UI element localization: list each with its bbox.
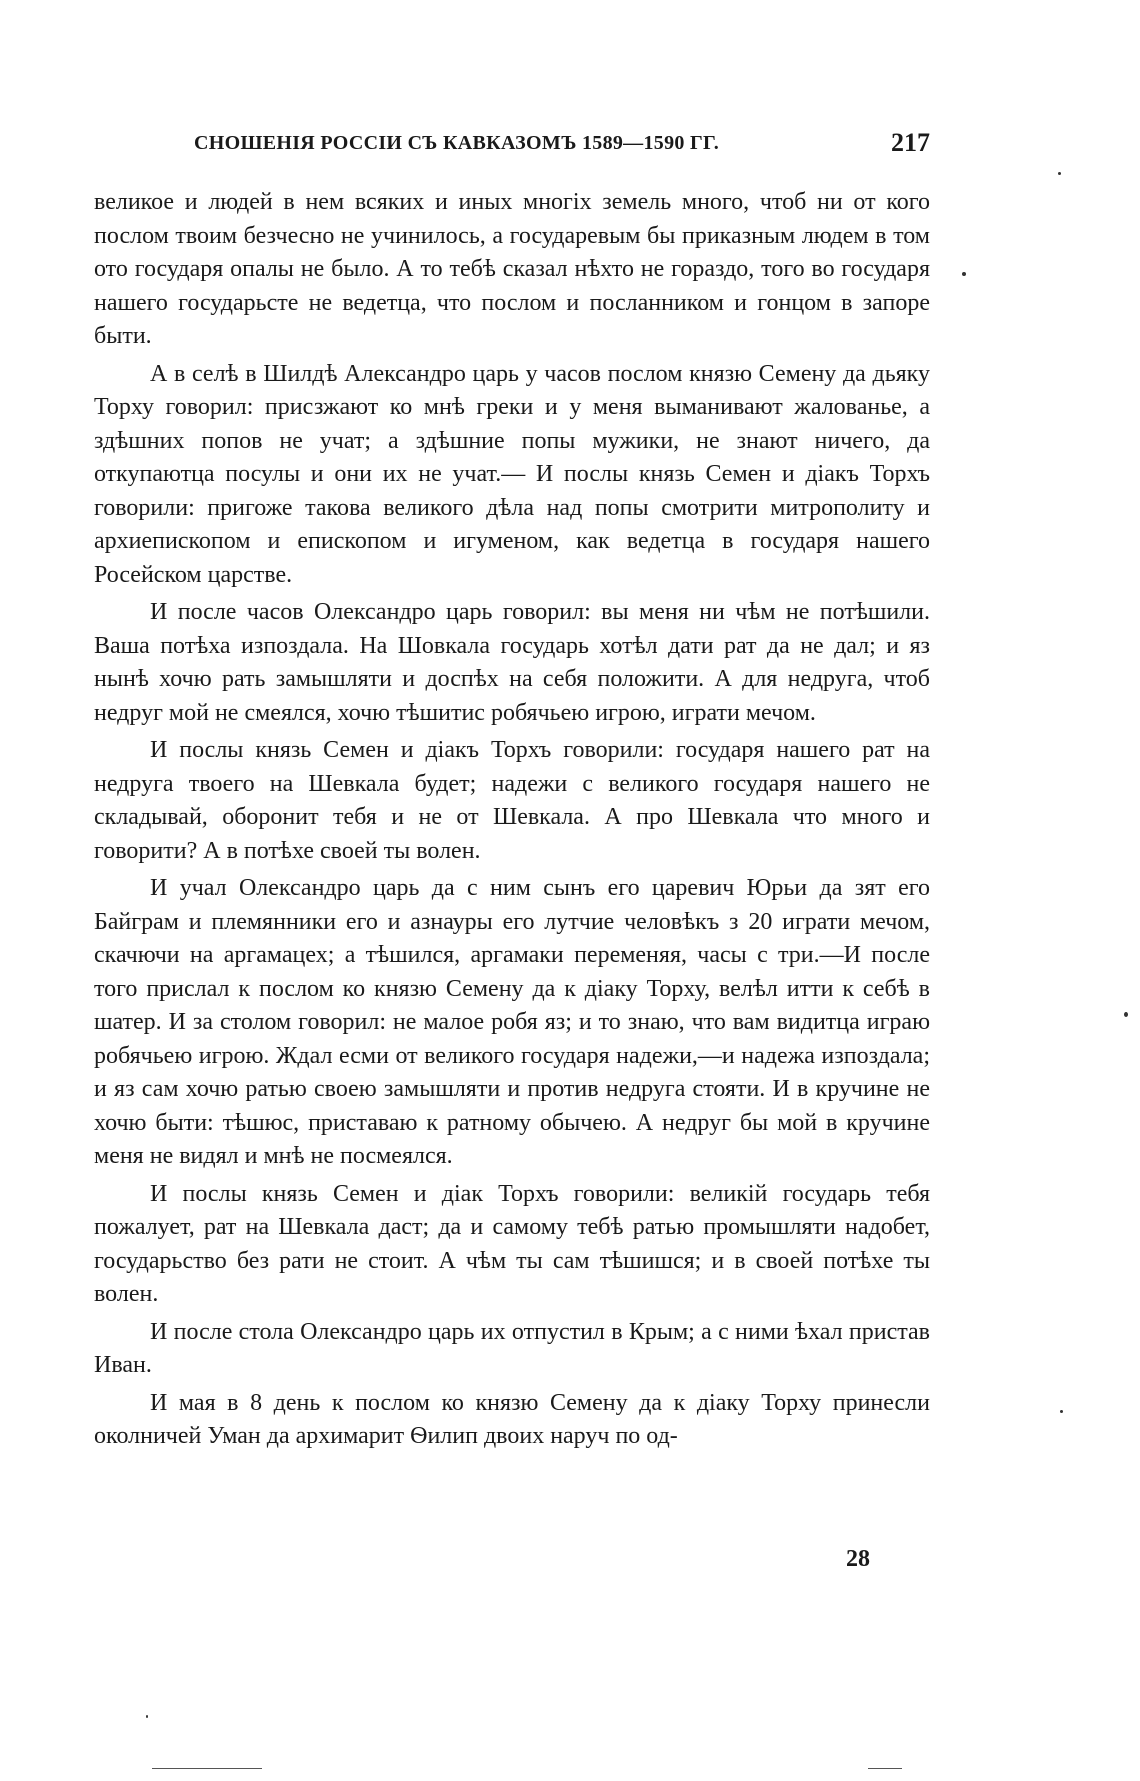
running-head xyxy=(94,128,930,162)
paragraph-continuation: великое и людей в нем всяких и иных многіх земель много, чтоб ни от кого послом твоим безчесно не учинилось, а государевым бы приказным людем в том ото государя опалы не было. А то тебѣ сказал нѣхто не гораздо, того во государя нашего государьсте не ведетца, что послом и посланником и гонцом в запоре быти. xyxy=(94,189,930,349)
paragraph: И мая в 8 день к послом ко князю Семену да к діаку Торху принесли околничей Уман да архимарит Ѳилип двоих наруч по од- xyxy=(94,1389,930,1449)
paragraph: И учал Олександро царь да с ним сынъ его царевич Юрьи да зят его Байграм и племянники его и азнауры его лутчие человѣкъ з 20 играти мечом, скачючи на аргамацех; а тѣшился, аргамаки переменяя, часы с три.—И после того прислал к послом ко князю Семену да к діаку Торху, велѣл итти к себѣ в шатер. И за столом говорил: не малое робя яз; и то знаю, что вам видитца играю робячьею игрою. Ждал есми от великого государя надежи,—и надежа изпоздала; и яз сам хочю ратью своею замышляти и против недруга стояти. И в кручине не хочю быти: тѣшюс, приставаю к ратному обычею. А недруг бы мой в кручине меня не видял и мнѣ не посмеялся. xyxy=(94,875,930,1169)
paragraph: И после часов Олександро царь говорил: вы меня ни чѣм не потѣшили. Ваша потѣха изпоздала. На Шовкала государь хотѣл дати рат да не дал; и яз нынѣ хочю рать замышляти и доспѣх на себя положити. А для недруга, чтоб недруг мой не смеялся, хочю тѣшитис робячьею игрою, играти мечом. xyxy=(94,599,930,726)
scan-mark xyxy=(152,1768,262,1769)
scan-speck xyxy=(1058,172,1061,175)
scan-mark xyxy=(868,1768,902,1769)
signature-mark: 28 xyxy=(846,1546,870,1572)
paragraph: И послы князь Семен и діак Торхъ говорили: великій государь тебя пожалует, рат на Шевкала даст; да и самому тебѣ ратью промышляти надобет, государьство без рати не стоит. А чѣм ты сам тѣшишся; и в своей потѣхе ты волен. xyxy=(94,1180,930,1307)
body-text xyxy=(94,186,930,1458)
paragraph: И послы князь Семен и діакъ Торхъ говорили: государя нашего рат на недруга твоего на Шевкала будет; надежи с великого государя нашего не складывай, оборонит тебя и не от Шевкала. А про Шевкала что много и говорити? А в потѣхе своей ты волен. xyxy=(94,737,930,864)
scan-speck xyxy=(962,272,966,276)
page-number: 217 xyxy=(891,128,930,157)
paragraph: И после стола Олександро царь их отпустил в Крым; а с ними ѣхал пристав Иван. xyxy=(94,1318,930,1378)
running-head-title: СНОШЕНІЯ РОССІИ СЪ КАВКАЗОМЪ 1589—1590 ГГ. xyxy=(194,132,720,154)
scan-speck xyxy=(1124,1012,1128,1017)
scan-speck xyxy=(146,1715,148,1718)
scan-speck xyxy=(1060,1410,1063,1413)
paragraph: А в селѣ в Шилдѣ Александро царь у часов послом князю Семену да дьяку Торху говорил: присзжают ко мнѣ греки и у меня выманивают жалованье, а здѣшних попов не учат; а здѣшние попы мужики, не знают ничего, да откупаютца посулы и они их не учат.— И послы князь Семен и діакъ Торхъ говорили: пригоже такова великого дѣла над попы смотрити митрополиту и архиепископом и епископом и игуменом, как ведетца в государя нашего Росейском царстве. xyxy=(94,360,930,588)
